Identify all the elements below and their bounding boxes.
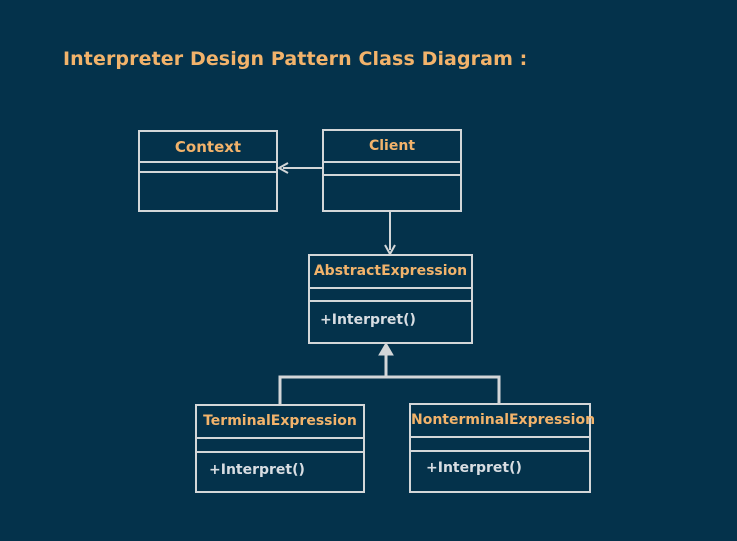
class-name: Client: [324, 131, 460, 163]
inheritance-line-nonterminal: [386, 377, 499, 405]
class-operation: +Interpret(): [320, 312, 416, 328]
class-nonterminal-expression: [409, 403, 596, 493]
class-context: [138, 130, 278, 212]
class-attributes: [140, 163, 276, 173]
class-name: Context: [140, 132, 276, 163]
class-operation: +Interpret(): [209, 462, 305, 478]
class-attributes: [411, 438, 589, 452]
inheritance-line-terminal: [280, 377, 386, 405]
diagram-title: Interpreter Design Pattern Class Diagram :: [63, 48, 528, 70]
class-name: AbstractExpression: [310, 256, 471, 289]
class-attributes: [324, 163, 460, 176]
class-attributes: [197, 439, 363, 453]
inheritance-arrowhead: [379, 343, 393, 355]
class-attributes: [310, 289, 471, 302]
class-abstract-expression: [308, 254, 473, 344]
class-operation: +Interpret(): [426, 460, 522, 476]
class-terminal-expression: [195, 404, 365, 493]
class-name: TerminalExpression: [197, 406, 363, 439]
class-client: [322, 129, 462, 212]
class-name: NonterminalExpression: [411, 405, 589, 438]
